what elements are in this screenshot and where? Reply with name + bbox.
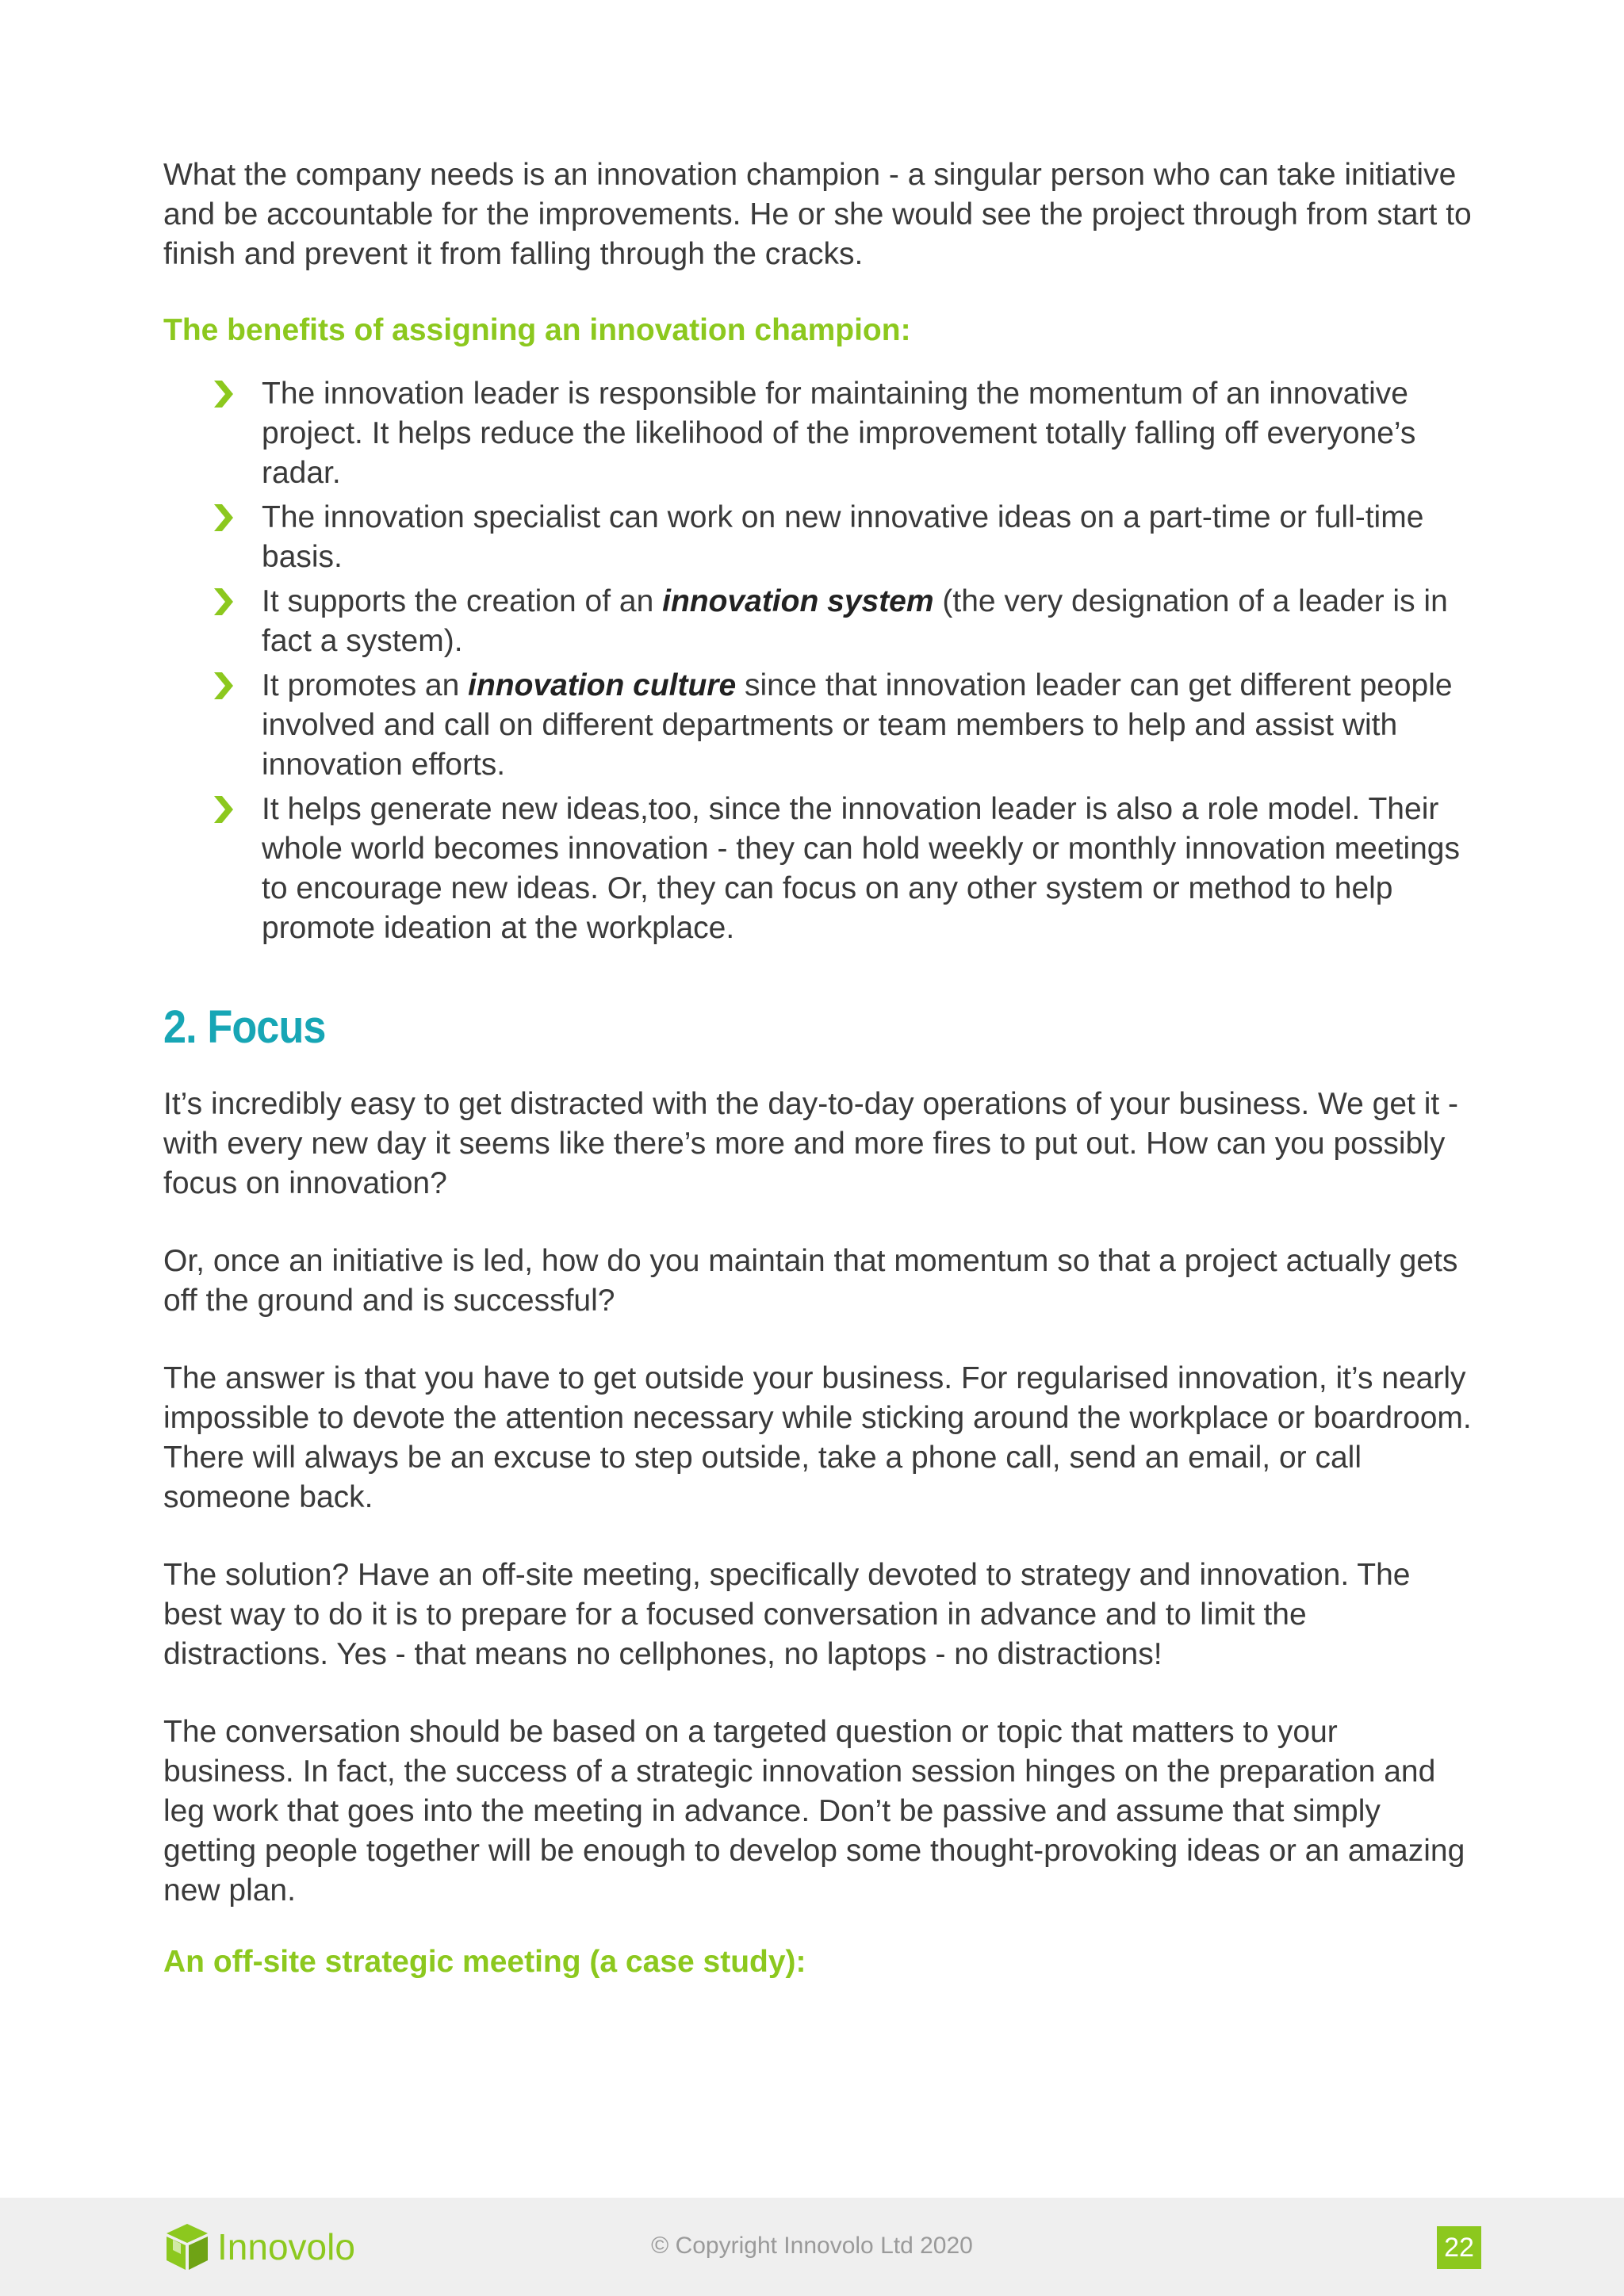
list-item [163,498,1472,577]
page-footer [0,2198,1624,2296]
chevron-right-icon [211,587,236,617]
list-item [163,790,1472,948]
emphasis-term: innovation culture [468,668,737,702]
list-item [163,666,1472,785]
list-item-text-before: It promotes an [262,668,469,702]
list-item-text-after: since that innovation leader can get different people involved and call on different departments or team members to help and assist with innovation efforts. [262,668,1453,782]
chevron-right-icon [211,794,236,825]
list-item-text-before: It supports the creation of an [262,584,663,618]
section-heading-focus: 2. Focus [163,1001,326,1053]
list-item-text: It helps generate new ideas,too, since the innovation leader is also a role model. Their whole world becomes innovation - they can hold weekly or monthly innovation meetings to encourage new ideas. Or, they can focus on any other system or method to help promote ideation at the workplace. [262,792,1460,945]
emphasis-term: innovation system [662,584,934,618]
focus-paragraph: The solution? Have an off-site meeting, specifically devoted to strategy and innovation. The best way to do it is to prepare for a focused conversation in advance and to limit the distractions. Yes - that means no cellphones, no laptops - no distractions! [163,1558,1411,1671]
logo-text: Innovolo [217,2226,355,2267]
case-study-heading: An off-site strategic meeting (a case study): [163,1945,806,1979]
list-item [163,582,1472,661]
focus-paragraph: It’s incredibly easy to get distracted with the day-to-day operations of your business. We get it - with every new day it seems like there’s more and more fires to put out. How can you possibly focus on innovation? [163,1087,1459,1200]
page-content [163,155,1472,1982]
chevron-right-icon [211,379,236,409]
benefits-heading: The benefits of assigning an innovation champion: [163,313,911,347]
list-item-text-after: (the very designation of a leader is in fact a system). [262,584,1448,658]
benefits-list [163,374,1472,948]
focus-paragraph: Or, once an initiative is led, how do you maintain that momentum so that a project actually gets off the ground and is successful? [163,1244,1458,1318]
copyright-text: © Copyright Innovolo Ltd 2020 [651,2233,973,2259]
chevron-right-icon [211,503,236,533]
focus-paragraph: The answer is that you have to get outside your business. For regularised innovation, it’s nearly impossible to devote the attention necessary while sticking around the workplace or boardroom. There will always be an excuse to step outside, take a phone call, send an email, or call someone back. [163,1361,1472,1514]
list-item-text: The innovation specialist can work on new innovative ideas on a part-time or full-time basis. [262,500,1424,574]
list-item-text: The innovation leader is responsible for maintaining the momentum of an innovative project. It helps reduce the likelihood of the improvement totally falling off everyone’s radar. [262,377,1416,490]
chevron-right-icon [211,671,236,701]
page-number: 22 [1437,2226,1481,2269]
focus-paragraph: The conversation should be based on a targeted question or topic that matters to your business. In fact, the success of a strategic innovation session hinges on the preparation and leg work that goes into the meeting in advance. Don’t be passive and assume that simply getting people together will be enough to develop some thought-provoking ideas or an amazing new plan. [163,1715,1465,1908]
list-item [163,374,1472,493]
intro-paragraph: What the company needs is an innovation champion - a singular person who can take initiative and be accountable for the improvements. He or she would see the project through from start to finish and prevent it from falling through the cracks. [163,158,1472,271]
